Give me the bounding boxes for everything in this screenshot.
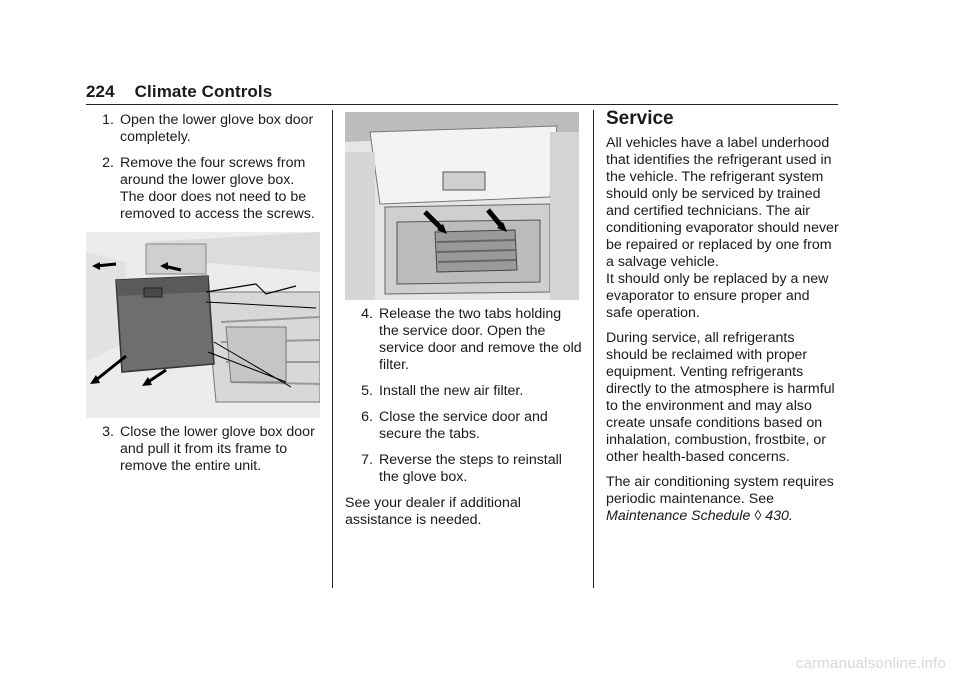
service-paragraph-1b: It should only be replaced by a new evaporator to ensure proper and safe operation. <box>606 271 829 321</box>
step-5 <box>345 383 583 400</box>
step-text: Close the lower glove box door and pull it from its frame to remove the entire unit. <box>120 424 315 474</box>
page-title: Climate Controls <box>134 82 273 101</box>
step-text: Reverse the steps to reinstall the glove box. <box>379 452 562 485</box>
step-number: 6. <box>361 409 373 425</box>
page-number: 224 <box>86 82 115 101</box>
column-3 <box>606 110 840 533</box>
maintenance-schedule-link[interactable] <box>606 508 793 524</box>
service-paragraph-3 <box>606 474 840 525</box>
page-header <box>86 82 272 102</box>
dealer-note: See your dealer if additional assistance is needed. <box>345 495 521 528</box>
step-text: Release the two tabs holding the service door. Open the service door and remove the old filter. <box>379 306 582 373</box>
glove-box-illustration <box>86 232 320 418</box>
step-4 <box>345 306 583 374</box>
step-number: 2. <box>102 155 114 171</box>
step-text: Open the lower glove box door completely. <box>120 112 314 145</box>
step-text: Install the new air filter. <box>379 383 524 399</box>
column-divider-2 <box>593 110 594 588</box>
step-2 <box>86 155 322 223</box>
maintenance-schedule-label: Maintenance Schedule <box>606 508 751 524</box>
step-number: 5. <box>361 383 373 399</box>
service-paragraph-3-text: The air conditioning system requires periodic maintenance. See <box>606 474 834 507</box>
column-1-lower <box>86 424 322 484</box>
step-3 <box>86 424 322 475</box>
figure-glove-box-screws <box>86 232 320 418</box>
step-1 <box>86 112 322 146</box>
service-paragraph-1: All vehicles have a label underhood that identifies the refrigerant used in the vehicle. The refrigerant system should only be serviced by trained and certified technicians. The air conditioning evaporator should never be repaired or replaced by one from a salvage vehicle. <box>606 135 839 270</box>
column-2 <box>345 306 583 537</box>
step-number: 1. <box>102 112 114 128</box>
column-1 <box>86 112 322 232</box>
step-text: Remove the four screws from around the lower glove box. The door does not need to be removed to access the screws. <box>120 155 315 222</box>
maintenance-schedule-page: 430. <box>765 508 793 524</box>
step-7 <box>345 452 583 486</box>
section-title-service: Service <box>606 108 674 129</box>
step-number: 7. <box>361 452 373 468</box>
page-ref-icon: ◊ <box>754 508 762 524</box>
step-number: 4. <box>361 306 373 322</box>
step-number: 3. <box>102 424 114 440</box>
column-divider-1 <box>332 110 333 588</box>
step-6 <box>345 409 583 443</box>
watermark: carmanualsonline.info <box>795 655 946 672</box>
service-door-illustration <box>345 112 579 300</box>
header-rule <box>86 104 838 105</box>
step-text: Close the service door and secure the tabs. <box>379 409 548 442</box>
figure-service-door <box>345 112 579 300</box>
service-paragraph-2: During service, all refrigerants should be reclaimed with proper equipment. Venting refrigerants directly to the atmosphere is harmful to the environment and may also create unsafe conditions based on inhalation, combustion, frostbite, or other health-based concerns. <box>606 330 835 465</box>
